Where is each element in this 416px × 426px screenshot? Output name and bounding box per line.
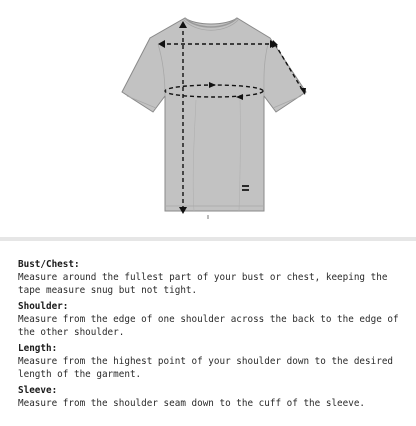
length-term: Length: bbox=[18, 343, 58, 354]
section-divider bbox=[0, 237, 416, 241]
tshirt-body bbox=[122, 18, 306, 211]
shoulder-description: Measure from the edge of one shoulder across the back to the edge of the other shoulder. bbox=[18, 314, 399, 338]
sleeve-description: Measure from the shoulder seam down to the cuff of the sleeve. bbox=[18, 398, 366, 409]
shoulder-term: Shoulder: bbox=[18, 301, 69, 312]
bust-chest-description: Measure around the fullest part of your bust or chest, keeping the tape measure snug but not tight. bbox=[18, 272, 388, 296]
length-description: Measure from the highest point of your shoulder down to the desired length of the garment. bbox=[18, 356, 394, 380]
sleeve-term: Sleeve: bbox=[18, 385, 58, 396]
measurement-guide bbox=[18, 258, 400, 413]
bust-chest-term: Bust/Chest: bbox=[18, 259, 80, 270]
